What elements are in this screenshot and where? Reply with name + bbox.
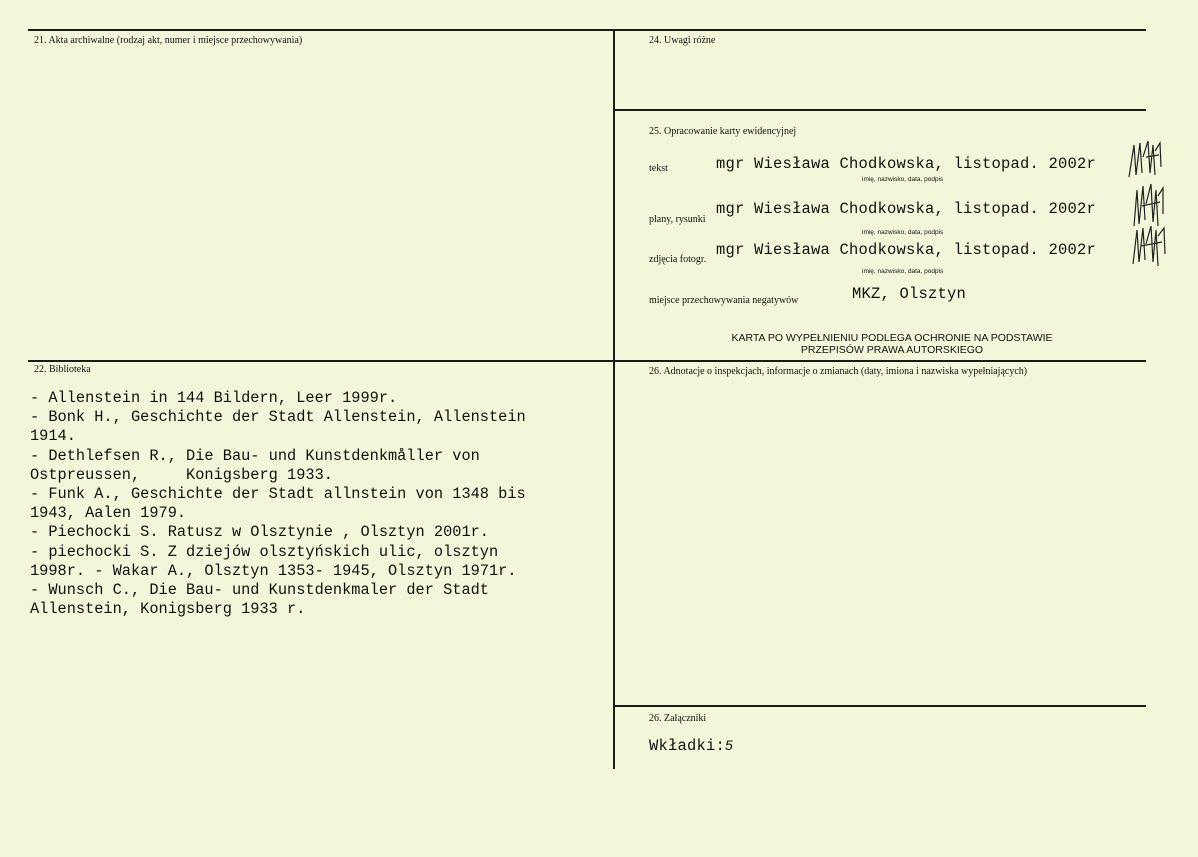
bibliography-line: - Dethlefsen R., Die Bau- und Kunstdenkmåller von	[30, 446, 480, 465]
bibliography-line: Ostpreussen, Konigsberg 1933.	[30, 465, 333, 484]
plany-label: plany, rysunki	[649, 214, 706, 225]
bibliography-line: 1914.	[30, 427, 76, 446]
negatywy-value: MKZ, Olsztyn	[852, 285, 967, 303]
tekst-value: mgr Wiesława Chodkowska, listopad. 2002r	[716, 155, 1097, 173]
plany-caption: imię, nazwisko, data, podpis	[862, 229, 944, 236]
rule-24-25	[615, 109, 1146, 111]
attachments-count: 5	[725, 737, 734, 753]
negatywy-label: miejsce przechowywania negatywów	[649, 295, 799, 306]
bibliography-line: - piechocki S. Z dziejów olsztyńskich ulic, olsztyn	[30, 542, 499, 561]
vertical-divider	[613, 29, 615, 769]
zdjecia-value: mgr Wiesława Chodkowska, listopad. 2002r	[716, 241, 1097, 259]
signature-1	[1126, 137, 1166, 185]
signature-3	[1130, 222, 1170, 270]
section-26-zalaczniki-label: 26. Załączniki	[649, 713, 707, 724]
tekst-caption: imię, nazwisko, data, podpis	[862, 176, 944, 183]
copyright-notice	[700, 332, 1084, 356]
section-22-label: 22. Biblioteka	[34, 364, 91, 375]
copyright-notice-line1: KARTA PO WYPEŁNIENIU PODLEGA OCHRONIE NA PODSTAWIE	[731, 332, 1053, 344]
bibliography-line: 1943, Aalen 1979.	[30, 504, 187, 523]
section-25-label: 25. Opracowanie karty ewidencyjnej	[649, 126, 797, 137]
middle-rule	[28, 360, 1146, 362]
bibliography-line: 1998r. - Wakar A., Olsztyn 1353- 1945, Olsztyn 1971r.	[30, 561, 517, 580]
attachments-entry	[649, 737, 733, 755]
zdjecia-caption: imię, nazwisko, data, podpis	[862, 268, 944, 275]
section-24-label: 24. Uwagi różne	[649, 35, 716, 46]
bibliography-line: - Allenstein in 144 Bildern, Leer 1999r.	[30, 389, 398, 407]
bibliography-line: - Wunsch C., Die Bau- und Kunstdenkmaler der Stadt	[30, 581, 489, 600]
plany-value: mgr Wiesława Chodkowska, listopad. 2002r	[716, 200, 1097, 218]
bibliography-line: - Piechocki S. Ratusz w Olsztynie , Olsztyn 2001r.	[30, 523, 489, 542]
bibliography-line: Allenstein, Konigsberg 1933 r.	[30, 600, 306, 619]
attachments-label: Wkładki:	[649, 737, 726, 755]
zdjecia-label: zdjęcia fotogr.	[649, 254, 707, 265]
section-26-adnotacje-label: 26. Adnotacje o inspekcjach, informacje o zmianach (daty, imiona i nazwiska wypełniających)	[649, 366, 1028, 377]
rule-26-attachments	[615, 705, 1146, 707]
bibliography-list	[30, 389, 590, 619]
bibliography-line: - Bonk H., Geschichte der Stadt Allenstein, Allenstein	[30, 408, 526, 427]
tekst-label: tekst	[649, 163, 668, 174]
copyright-notice-line2: PRZEPISÓW PRAWA AUTORSKIEGO	[800, 344, 984, 356]
top-rule	[28, 29, 1146, 31]
bibliography-line: - Funk A., Geschichte der Stadt allnstein von 1348 bis	[30, 485, 526, 504]
section-21-label: 21. Akta archiwalne (rodzaj akt, numer i miejsce przechowywania)	[34, 35, 303, 46]
